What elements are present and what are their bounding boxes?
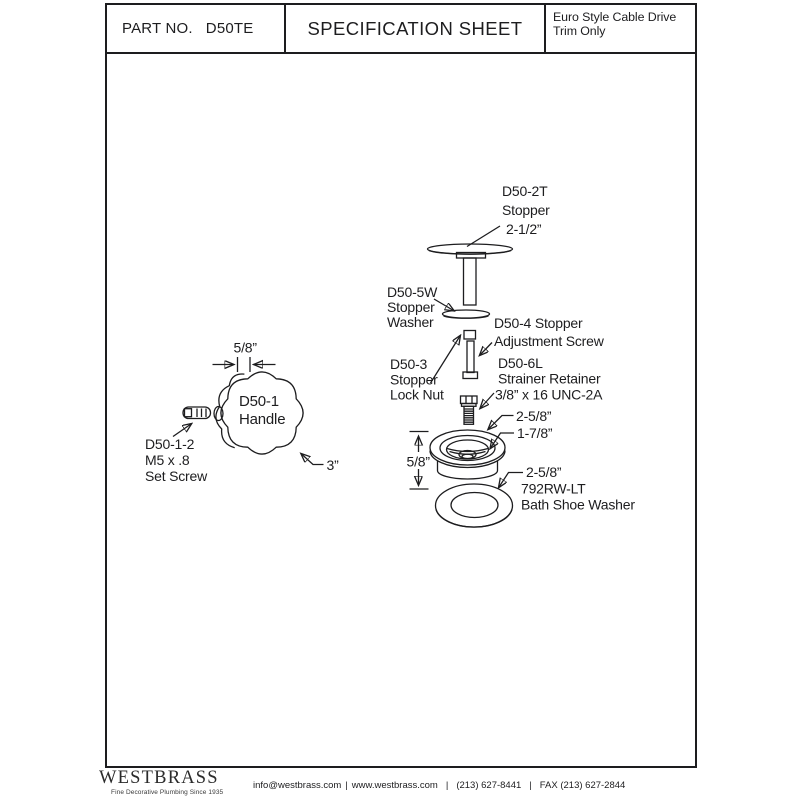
strainer-retainer-leader-line <box>481 393 495 408</box>
adjustment-screw-drawing <box>463 331 478 379</box>
contact-fax: FAX (213) 627-2844 <box>539 780 626 791</box>
strainer-od-leader-line <box>489 416 514 430</box>
brand-tagline: Fine Decorative Plumbing Since 1935 <box>111 788 224 796</box>
separator-3: | <box>529 780 532 791</box>
bath-shoe-washer-label-line3: Bath Shoe Washer <box>521 496 635 513</box>
lock-nut-label-line1: D50-3 <box>390 356 428 372</box>
set-screw-label-line3: Set Screw <box>145 468 207 484</box>
part-no-label: PART NO. <box>122 20 193 37</box>
strainer-flange-drawing <box>430 430 505 479</box>
strainer-od-dimension: 2-5/8” <box>516 408 552 424</box>
brand-block <box>99 769 223 796</box>
brand-logo: WESTBRASS <box>99 768 219 788</box>
stopper-label-line2: Stopper <box>502 202 550 218</box>
contact-info <box>253 780 626 791</box>
strainer-retainer-label-line2: Strainer Retainer <box>498 370 601 387</box>
handle-label-line2: Handle <box>239 411 286 428</box>
stopper-drawing <box>428 244 513 305</box>
adjustment-screw-label-line2: Adjustment Screw <box>494 333 604 349</box>
stopper-washer-label-line2: Stopper <box>387 299 435 315</box>
stopper-size-label: 2-1/2” <box>506 221 542 237</box>
handle-stem-dimension: 5/8” <box>233 339 257 356</box>
handle-diameter-dimension: 3” <box>326 457 339 473</box>
bath-shoe-washer-label-line2: 792RW-LT <box>521 480 586 497</box>
lock-nut-label-line2: Stopper <box>390 371 438 388</box>
set-screw-leader-line <box>173 424 191 437</box>
set-screw-drawing <box>183 407 211 419</box>
stopper-washer-drawing <box>443 310 490 318</box>
contact-website: www.westbrass.com <box>351 780 438 791</box>
stopper-washer-label-line1: D50-5W <box>387 284 438 300</box>
strainer-id-dimension: 1-7/8” <box>517 425 553 441</box>
handle-diameter-leader-line <box>302 454 324 465</box>
adjustment-screw-label-line1: D50-4 Stopper <box>494 315 583 331</box>
stopper-label-line1: D50-2T <box>502 183 548 199</box>
bath-shoe-washer-label-line1: 2-5/8” <box>526 464 562 480</box>
strainer-retainer-drawing <box>461 396 478 424</box>
handle-stem-dimension-group <box>213 357 276 372</box>
lock-nut-shape <box>464 331 476 340</box>
stopper-washer-label-line3: Washer <box>387 314 434 330</box>
lock-nut-label-line3: Lock Nut <box>390 386 444 403</box>
separator-2: | <box>445 780 449 791</box>
set-screw-label-line1: D50-1-2 <box>145 436 195 452</box>
sheet-title: SPECIFICATION SHEET <box>307 17 523 39</box>
stopper-washer-leader-line <box>434 299 454 311</box>
strainer-height-dimension: 5/8” <box>406 453 430 470</box>
part-no-value: D50TE <box>205 20 254 37</box>
bath-shoe-washer-drawing <box>436 484 513 527</box>
bath-shoe-washer-leader-line <box>499 473 523 488</box>
handle-label-line1: D50-1 <box>239 393 279 410</box>
strainer-retainer-thread-label: 3/8” x 16 UNC-2A <box>495 386 603 403</box>
strainer-retainer-label-line1: D50-6L <box>498 355 543 371</box>
adjustment-screw-leader-line <box>480 343 492 356</box>
contact-email: info@westbrass.com <box>253 780 342 791</box>
set-screw-label-line2: M5 x .8 <box>145 452 190 468</box>
contact-phone: (213) 627-8441 <box>456 780 522 791</box>
separator-1: | <box>345 780 348 791</box>
stopper-leader-line <box>467 226 500 247</box>
trim-note: Euro Style Cable Drive Trim Only <box>553 10 677 38</box>
